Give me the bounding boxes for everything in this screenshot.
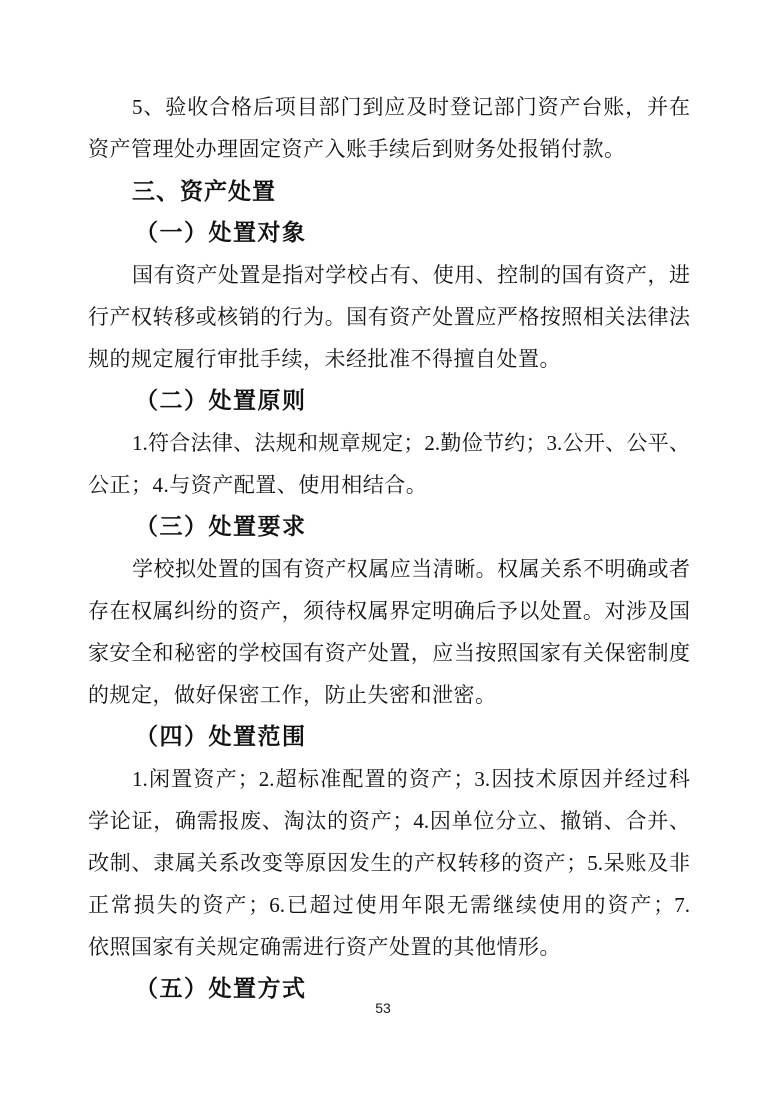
body-line: 1.闲置资产；2.超标准配置的资产；3.因技术原因并经过科 bbox=[132, 767, 690, 791]
body-line: 资产管理处办理固定资产入账手续后到财务处报销付款。 bbox=[88, 137, 626, 161]
body-line: 国有资产处置是指对学校占有、使用、控制的国有资产，进 bbox=[132, 263, 690, 287]
body-line: 学论证，确需报废、淘汰的资产；4.因单位分立、撤销、合并、 bbox=[88, 809, 690, 833]
body-line: 家安全和秘密的学校国有资产处置，应当按照国家有关保密制度 bbox=[88, 641, 690, 665]
body-line: 改制、隶属关系改变等原因发生的产权转移的资产；5.呆账及非 bbox=[88, 851, 690, 875]
body-line: 存在权属纠纷的资产，须待权属界定明确后予以处置。对涉及国 bbox=[88, 599, 690, 623]
body-line: 依照国家有关规定确需进行资产处置的其他情形。 bbox=[88, 935, 561, 959]
body-line: 1.符合法律、法规和规章规定；2.勤俭节约；3.公开、公平、 bbox=[132, 431, 690, 455]
document-body bbox=[88, 86, 690, 1010]
body-line: 的规定，做好保密工作，防止失密和泄密。 bbox=[88, 683, 497, 707]
subheading-disposal-principles: （二）处置原则 bbox=[135, 388, 307, 413]
page-number: 53 bbox=[375, 1000, 391, 1016]
body-line: 正常损失的资产；6.已超过使用年限无需继续使用的资产；7. bbox=[88, 893, 690, 917]
body-line: 学校拟处置的国有资产权属应当清晰。权属关系不明确或者 bbox=[132, 557, 690, 581]
subheading-disposal-requirements: （三）处置要求 bbox=[135, 514, 307, 539]
body-line: 公正；4.与资产配置、使用相结合。 bbox=[88, 473, 428, 497]
subheading-disposal-methods: （五）处置方式 bbox=[135, 976, 307, 1001]
subheading-disposal-scope: （四）处置范围 bbox=[135, 724, 307, 749]
subheading-disposal-object: （一）处置对象 bbox=[135, 220, 307, 245]
heading-asset-disposal: 三、资产处置 bbox=[132, 178, 276, 204]
body-line: 规的规定履行审批手续，未经批准不得擅自处置。 bbox=[88, 347, 561, 371]
body-line: 行产权转移或核销的行为。国有资产处置应严格按照相关法律法 bbox=[88, 305, 690, 329]
body-line: 5、验收合格后项目部门到应及时登记部门资产台账，并在 bbox=[132, 95, 690, 119]
